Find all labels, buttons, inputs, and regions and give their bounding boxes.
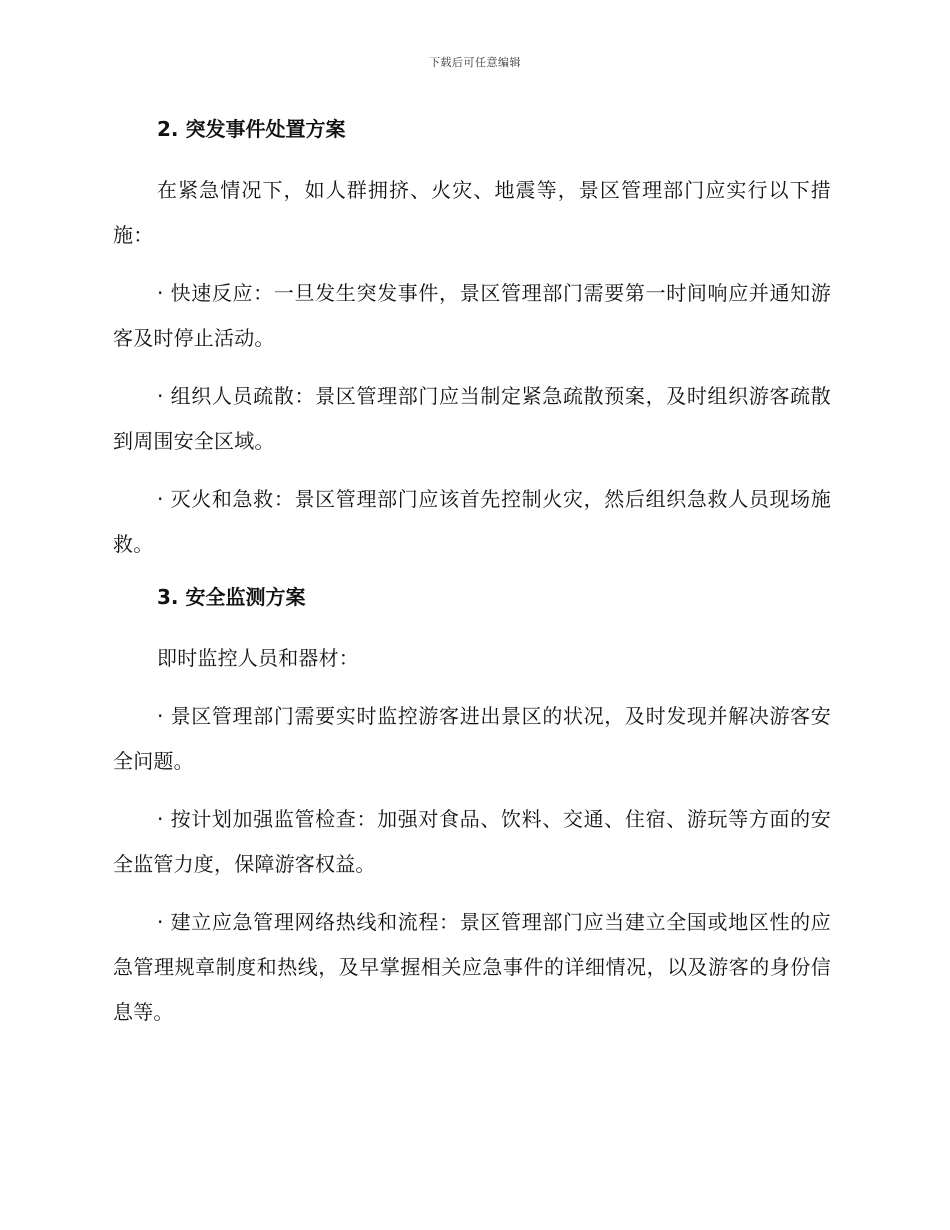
paragraph-realtime-monitoring: · 景区管理部门需要实时监控游客进出景区的状况，及时发现并解决游客安全问题。	[113, 704, 831, 773]
paragraph-quick-response: · 快速反应：一旦发生突发事件，景区管理部门需要第一时间响应并通知游客及时停止活动。	[113, 281, 831, 350]
paragraph-evacuation: · 组织人员疏散：景区管理部门应当制定紧急疏散预案，及时组织游客疏散到周围安全区域。	[113, 384, 831, 453]
document-body	[113, 112, 831, 1048]
paragraph-emergency-intro: 在紧急情况下，如人群拥挤、火灾、地震等，景区管理部门应实行以下措施：	[113, 178, 831, 247]
section-heading-monitoring: 3. 安全监测方案	[157, 585, 306, 609]
paragraph-emergency-hotline: · 建立应急管理网络热线和流程：景区管理部门应当建立全国或地区性的应急管理规章制度和热线，及早掌握相关应急事件的详细情况，以及游客的身份信息等。	[113, 910, 831, 1024]
paragraph-firefighting-first-aid: · 灭火和急救：景区管理部门应该首先控制火灾，然后组织急救人员现场施救。	[113, 487, 831, 556]
paragraph-inspection: · 按计划加强监管检查：加强对食品、饮料、交通、住宿、游玩等方面的安全监管力度，保障游客权益。	[113, 807, 831, 876]
header-note: 下载后可任意编辑	[429, 56, 521, 69]
paragraph-monitoring-intro: 即时监控人员和器材：	[157, 646, 359, 670]
section-heading-emergency: 2. 突发事件处置方案	[157, 117, 346, 141]
